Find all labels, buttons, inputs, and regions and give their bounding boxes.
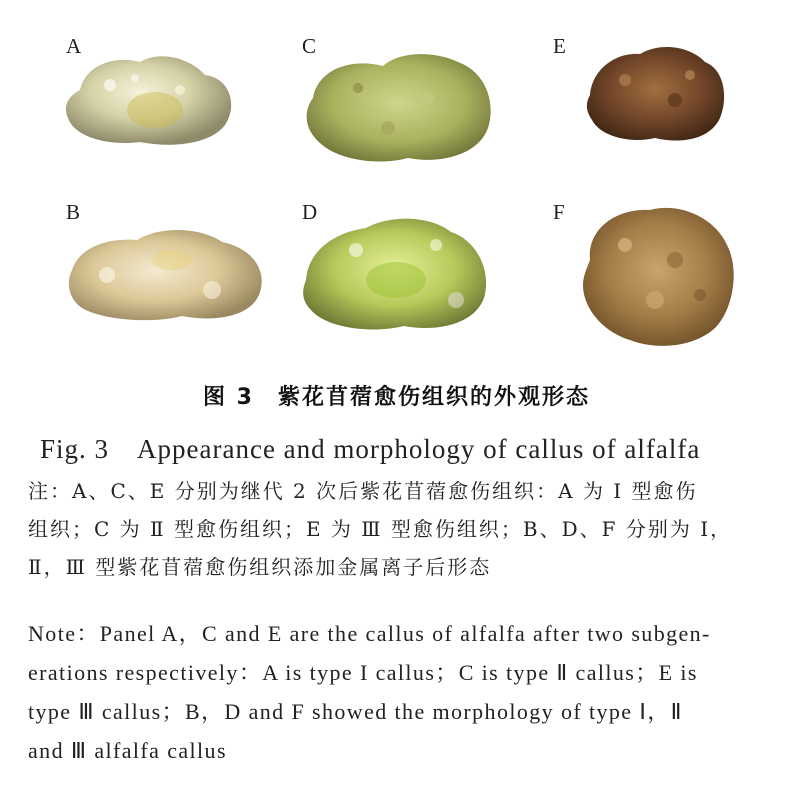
- panel-label-b: B: [66, 200, 81, 224]
- panel-label-e: E: [553, 34, 566, 58]
- note-en-line: erations respectively：A is type I callus；C is type Ⅱ callus；E is: [28, 660, 698, 685]
- note-cn-line: Ⅱ，Ⅲ 型紫花苜蓿愈伤组织添加金属离子后形态: [28, 555, 492, 579]
- panel-label-a: A: [66, 34, 82, 58]
- figure-note-english: [28, 614, 788, 770]
- note-cn-line: 组织；C 为 Ⅱ 型愈伤组织；E 为 Ⅲ 型愈伤组织；B、D、F 分别为 Ⅰ，: [28, 517, 733, 541]
- callus-image-c: [298, 48, 498, 168]
- panel-label-f: F: [553, 200, 565, 224]
- figure-note-chinese: [28, 472, 778, 586]
- callus-image-d: [296, 210, 496, 335]
- note-en-line: and Ⅲ alfalfa callus: [28, 738, 227, 763]
- callus-image-b: [62, 220, 272, 330]
- note-cn-line: 注：A、C、E 分别为继代 2 次后紫花苜蓿愈伤组织：A 为 I 型愈伤: [28, 479, 698, 503]
- callus-image-a: [60, 50, 240, 150]
- note-en-line: type Ⅲ callus；B，D and F showed the morphology of type Ⅰ，Ⅱ: [28, 699, 683, 724]
- panel-label-c: C: [302, 34, 317, 58]
- figure-caption-chinese: 图 3 紫花苜蓿愈伤组织的外观形态: [203, 385, 590, 410]
- figure-caption-english: Fig. 3 Appearance and morphology of callus of alfalfa: [40, 434, 701, 464]
- callus-image-e: [580, 40, 730, 145]
- note-en-line: Note：Panel A，C and E are the callus of alfalfa after two subgen-: [28, 621, 711, 646]
- callus-image-f: [575, 200, 740, 350]
- panel-label-d: D: [302, 200, 318, 224]
